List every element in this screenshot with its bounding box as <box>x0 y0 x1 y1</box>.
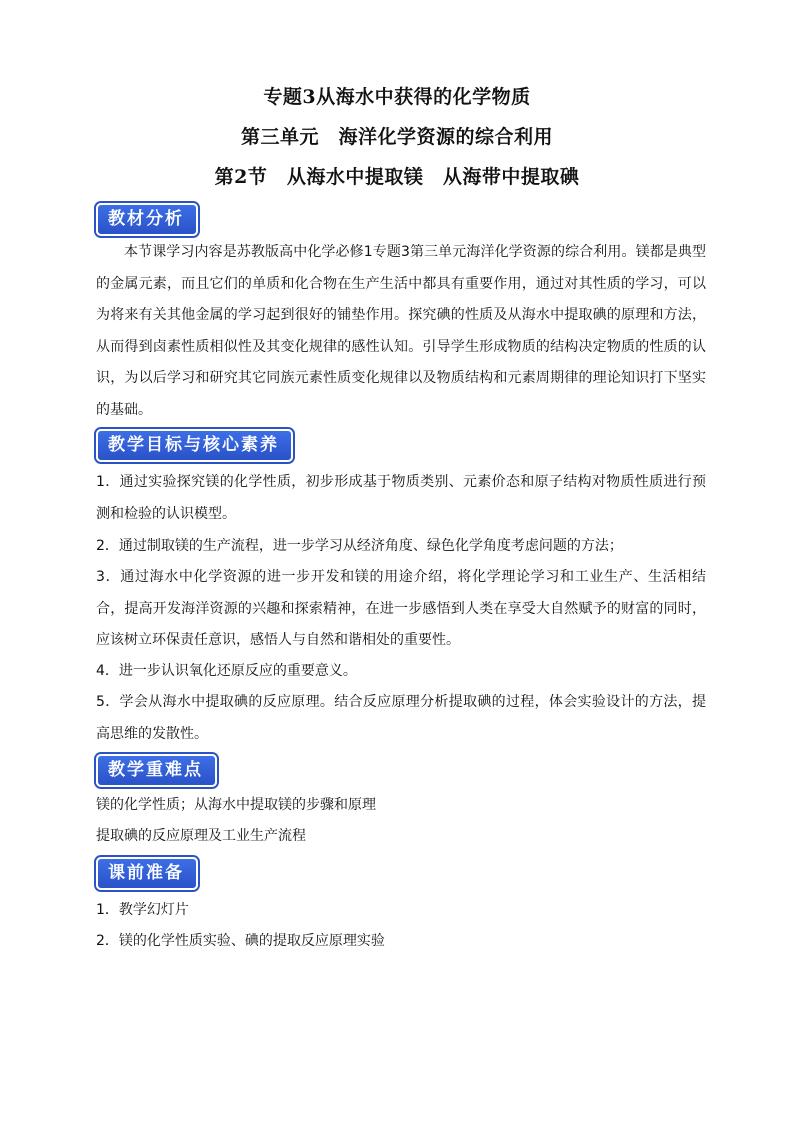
unit-title: 第三单元 海洋化学资源的综合利用 <box>240 126 553 148</box>
section-title: 第2节 从海水中提取镁 从海带中提取碘 <box>214 166 580 188</box>
goal-item-1: 1．通过实验探究镁的化学性质，初步形成基于物质类别、元素价态和原子结构对物质性质进行预测和检验的认识模型。 <box>96 474 706 522</box>
key-point-item-1: 镁的化学性质；从海水中提取镁的步骤和原理 <box>96 797 376 813</box>
key-point-item-2: 提取碘的反应原理及工业生产流程 <box>96 828 306 844</box>
goal-item-2: 2．通过制取镁的生产流程，进一步学习从经济角度、绿色化学角度考虑问题的方法； <box>96 538 623 554</box>
preparation-item-1: 1．教学幻灯片 <box>96 902 189 918</box>
analysis-paragraph: 本节课学习内容是苏教版高中化学必修1专题3第三单元海洋化学资源的综合利用。镁都是典型的金属元素，而且它们的单质和化合物在生产生活中都具有重要作用，通过对其性质的学习，可以为将来有关其他金属的学习起到很好的铺垫作用。探究碘的性质及从海水中提取碘的原理和方法，从而得到卤素性质相似性及其变化规律的感性认知。引导学生形成物质的结构决定物质的性质的认识，为以后学习和研究其它同族元素性质变化规律以及物质结构和元素周期律的理论知识打下坚实的基础。 <box>96 244 706 418</box>
analysis-heading-badge: 教材分析 <box>96 203 198 236</box>
preparation-heading-badge: 课前准备 <box>96 857 198 890</box>
goal-item-4: 4．进一步认识氧化还原反应的重要意义。 <box>96 663 357 679</box>
key-points-heading-badge: 教学重难点 <box>96 754 217 787</box>
document-title: 专题3从海水中获得的化学物质 <box>263 86 531 108</box>
goal-item-3: 3．通过海水中化学资源的进一步开发和镁的用途介绍，将化学理论学习和工业生产、生活相结合，提高开发海洋资源的兴趣和探索精神，在进一步感悟到人类在享受大自然赋予的财富的同时，应该树立环保责任意识，感悟人与自然和谐相处的重要性。 <box>96 569 706 648</box>
goal-item-5: 5．学会从海水中提取碘的反应原理。结合反应原理分析提取碘的过程，体会实验设计的方法，提高思维的发散性。 <box>96 694 706 742</box>
preparation-item-2: 2．镁的化学性质实验、碘的提取反应原理实验 <box>96 933 385 949</box>
goals-heading-badge: 教学目标与核心素养 <box>96 429 293 462</box>
